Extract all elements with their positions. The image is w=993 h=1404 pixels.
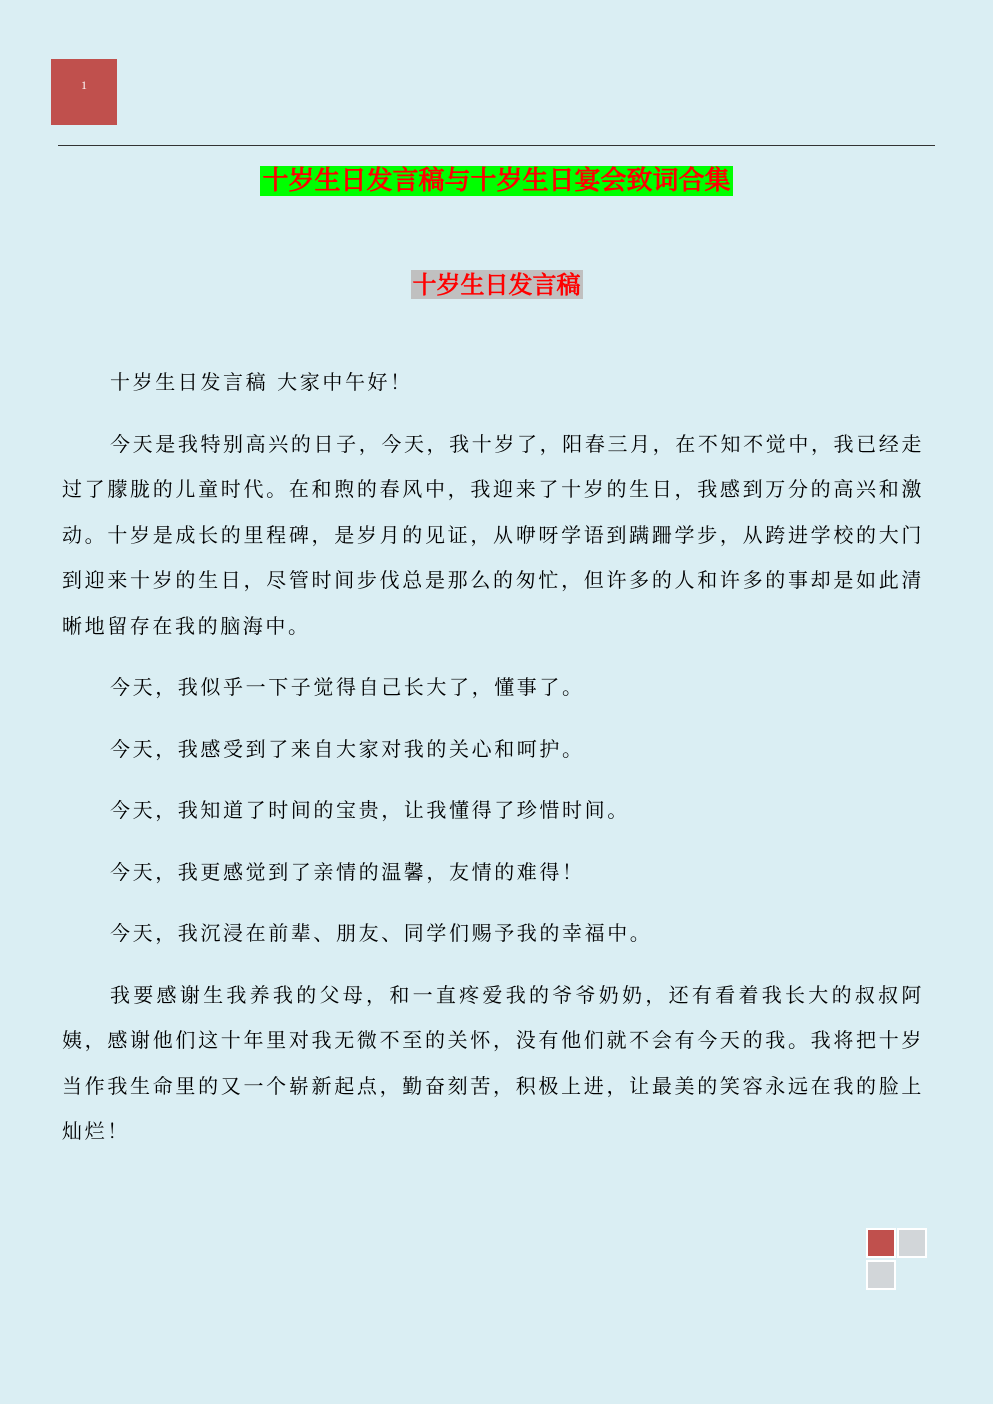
paragraph-intro: 今天是我特别高兴的日子，今天，我十岁了，阳春三月，在不知不觉中，我已经走过了朦胧的儿童时代。在和煦的春风中，我迎来了十岁的生日，我感到万分的高兴和激动。十岁是成长的里程碑，是岁月的见证，从咿呀学语到蹒跚学步，从跨进学校的大门到迎来十岁的生日，尽管时间步伐总是那么的匆忙，但许多的人和许多的事却是如此清晰地留存在我的脑海中。 [62,431,924,638]
paragraph-happiness: 今天，我沉浸在前辈、朋友、同学们赐予我的幸福中。 [110,921,653,945]
decor-square-red [866,1228,896,1258]
paragraph-grown-up: 今天，我似乎一下子觉得自己长大了，懂事了。 [110,675,585,699]
page-number: 1 [81,78,87,92]
paragraph-greeting: 十岁生日发言稿 大家中午好！ [110,370,413,394]
header-divider [58,145,935,146]
paragraph-gratitude: 我要感谢生我养我的父母，和一直疼爱我的爷爷奶奶，还有看着我长大的叔叔阿姨，感谢他们这十年里对我无微不至的关怀，没有他们就不会有今天的我。我将把十岁当作我生命里的又一个崭新起点，勤奋刻苦，积极上进，让最美的笑容永远在我的脸上灿烂！ [62,982,924,1143]
corner-decoration [866,1228,934,1294]
paragraph-care: 今天，我感受到了来自大家对我的关心和呵护。 [110,736,585,761]
paragraph-affection: 今天，我更感觉到了亲情的温馨，友情的难得！ [110,859,585,884]
section-heading [0,268,993,302]
section-heading-text: 十岁生日发言稿 [412,270,581,299]
page-number-badge [51,59,117,125]
document-body [62,360,924,1171]
decor-square-gray [897,1228,927,1258]
document-title-text: 十岁生日发言稿与十岁生日宴会致词合集 [262,166,731,196]
decor-square-gray [866,1260,896,1290]
paragraph-time: 今天，我知道了时间的宝贵，让我懂得了珍惜时间。 [110,798,630,822]
document-title [0,163,993,199]
